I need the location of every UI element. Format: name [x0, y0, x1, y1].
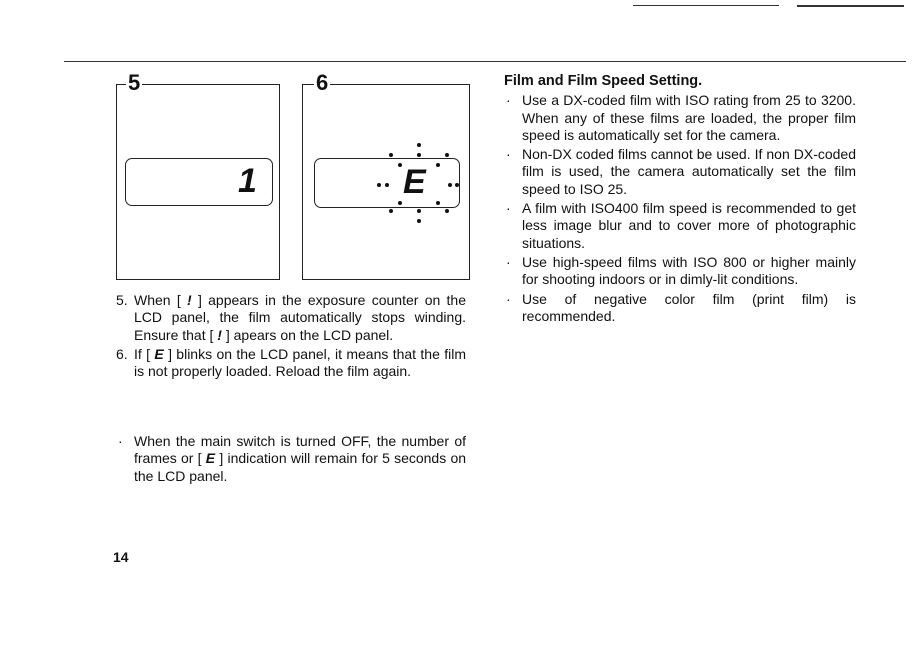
blink-dot — [398, 201, 402, 205]
bullet-mark: · — [506, 92, 511, 109]
step-text: ] apears on the LCD panel. — [221, 326, 394, 343]
step-text: ] appears in the exposure counter on the LCD panel, the film automatically stops winding. Ensure that [ — [134, 292, 467, 343]
bullet-text: Use of negative color film (print film) is recommended. — [522, 290, 856, 324]
blink-dot — [417, 209, 421, 213]
blink-dot — [455, 183, 459, 187]
lcd-e-glyph: E — [205, 450, 216, 467]
bullet-text: Use high-speed films with ISO 800 or higher mainly for shooting indoors or in dimly-lit conditions. — [522, 253, 856, 288]
steps-list — [116, 292, 466, 380]
note-list — [116, 433, 466, 485]
lcd-error-symbol: E — [403, 163, 426, 201]
blink-dot — [417, 153, 421, 157]
header-rule — [64, 61, 906, 62]
top-right-rule-2 — [797, 5, 904, 7]
blink-dot — [417, 219, 421, 223]
bullet-text: A film with ISO400 film speed is recommended to get less image blur and to cover more of photographic situations. — [522, 200, 856, 251]
bullet-mark: · — [506, 290, 511, 307]
figure-5-label: 5 — [128, 70, 141, 95]
top-right-rule-1 — [633, 5, 779, 6]
page-number: 14 — [113, 549, 129, 565]
lcd-digit: 1 — [238, 162, 257, 200]
blink-dot — [445, 153, 449, 157]
film-bullet — [504, 92, 856, 144]
figure-5-panel — [116, 84, 280, 280]
step-text: If [ — [134, 345, 155, 362]
bullet-mark: · — [506, 253, 511, 270]
blink-dot — [436, 201, 440, 205]
step-number: 5. — [116, 292, 128, 308]
figure-6-label: 6 — [316, 70, 329, 95]
film-bullets — [504, 92, 856, 325]
blink-dot — [448, 183, 452, 187]
lcd-e-glyph: E — [154, 345, 164, 362]
step-text: When [ — [134, 292, 188, 308]
film-bullet — [504, 146, 856, 198]
bullet-mark: · — [506, 146, 511, 163]
blink-dot — [389, 209, 393, 213]
step-5 — [116, 292, 466, 344]
bullet-text: Non-DX coded films cannot be used. If non DX-coded film is used, the camera automatically set the film speed to ISO 25. — [522, 146, 856, 197]
blink-dot — [385, 183, 389, 187]
film-bullet — [504, 200, 856, 252]
note-text: When the main switch is turned OFF, the number of frames or [ — [134, 433, 466, 467]
note-item — [116, 433, 466, 485]
step-6 — [116, 346, 466, 381]
film-section-heading: Film and Film Speed Setting. — [504, 73, 703, 89]
bullet-text: Use a DX-coded film with ISO rating from 25 to 3200. When any of these films are loaded, the proper film speed is automatically set for the camera. — [522, 92, 856, 143]
film-section — [504, 73, 856, 327]
lcd-one-glyph: ! — [187, 292, 192, 308]
bullet-mark: · — [506, 200, 511, 217]
steps-block — [116, 292, 466, 382]
blink-dot — [436, 163, 440, 167]
lcd-display — [125, 158, 273, 206]
step-text: ] blinks on the LCD panel, it means that the film is not properly loaded. Reload the film again. — [134, 345, 467, 380]
blink-dot — [398, 163, 402, 167]
step-number: 6. — [116, 345, 128, 362]
film-bullet — [504, 291, 856, 326]
blink-dot — [445, 209, 449, 213]
bullet-mark: · — [118, 433, 123, 449]
blink-dot — [389, 153, 393, 157]
film-bullet — [504, 254, 856, 289]
blink-dot — [417, 143, 421, 147]
blink-dot — [377, 183, 381, 187]
note-text: ] indication will remain for 5 seconds on the LCD panel. — [134, 450, 467, 484]
lcd-one-glyph: ! — [217, 326, 222, 343]
power-off-note — [116, 433, 466, 487]
figure-6-panel — [302, 84, 470, 280]
